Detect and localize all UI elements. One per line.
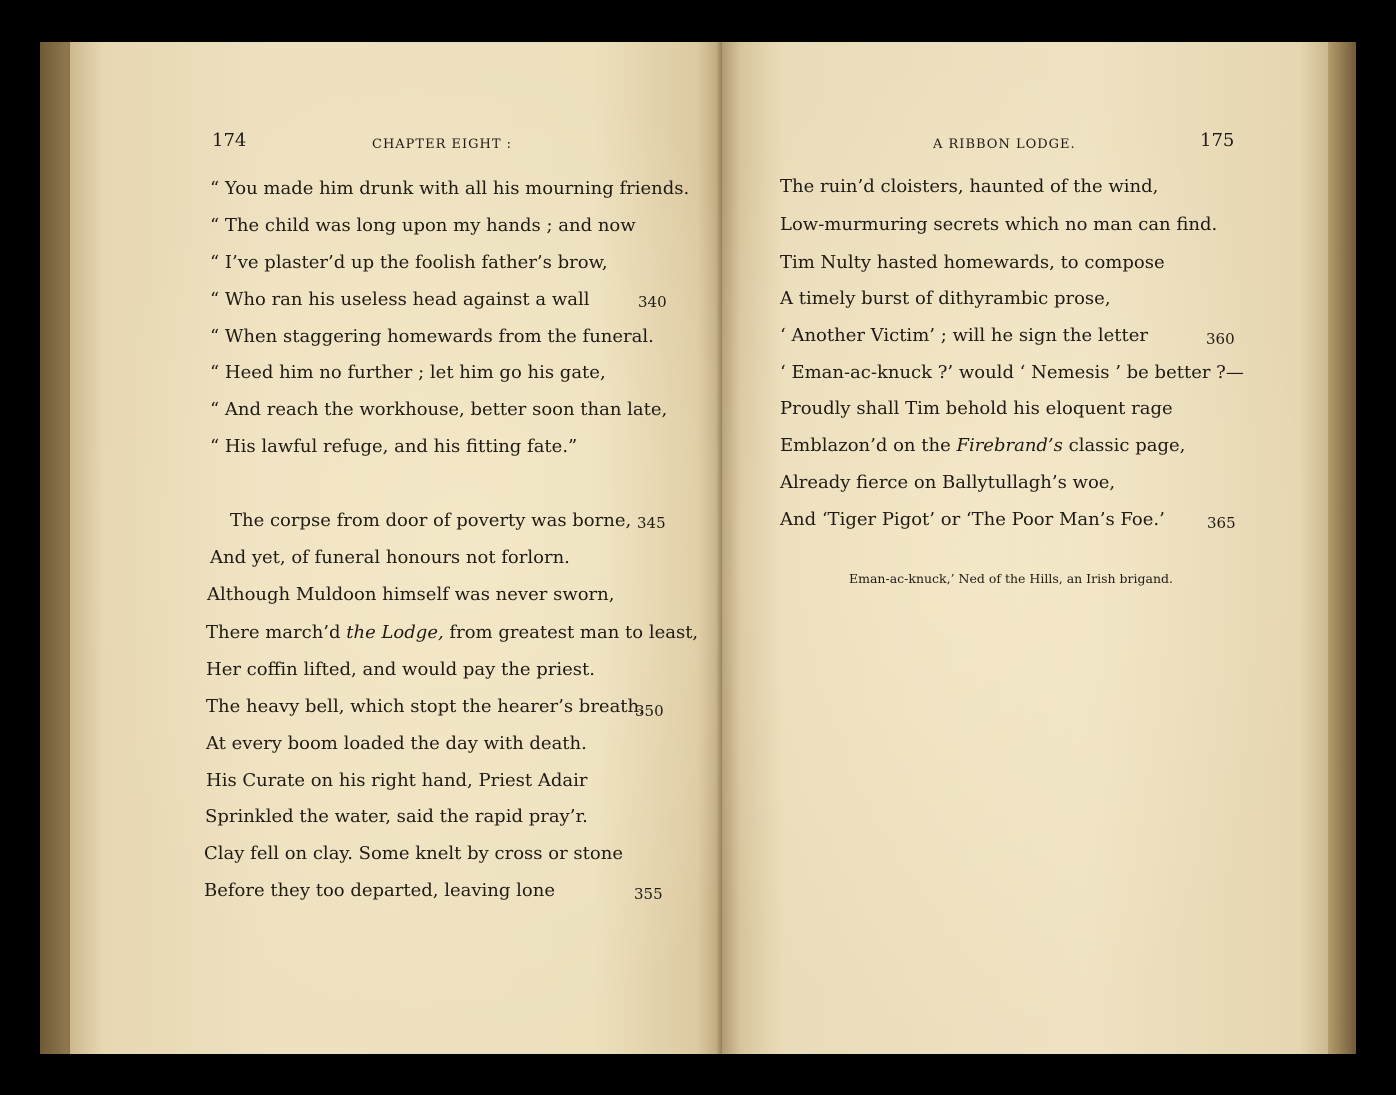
verse-line: And yet, of funeral honours not forlorn. [210, 547, 570, 568]
verse-line: Clay fell on clay. Some knelt by cross or stone [204, 843, 623, 864]
verse-line: “ You made him drunk with all his mourning friends. [210, 178, 690, 199]
line-number: 345 [637, 514, 666, 532]
verse-line: Although Muldoon himself was never sworn, [207, 584, 615, 605]
text-span: classic page, [1062, 435, 1186, 456]
verse-line: Sprinkled the water, said the rapid pray’r. [205, 806, 588, 827]
page-number: 174 [212, 130, 247, 151]
italic-text: the Lodge, [346, 622, 444, 643]
line-number: 365 [1207, 514, 1236, 532]
italic-text: Firebrand’s [956, 435, 1063, 456]
verse-line: A timely burst of dithyrambic prose, [780, 288, 1111, 309]
line-number: 360 [1206, 330, 1235, 348]
verse-line: ‘ Another Victim’ ; will he sign the letter [780, 325, 1149, 346]
line-number: 350 [635, 702, 664, 720]
verse-line: The corpse from door of poverty was borne, [230, 510, 632, 531]
book [40, 42, 1356, 1054]
page-edge [1328, 42, 1356, 1054]
verse-line: His Curate on his right hand, Priest Adair [206, 770, 588, 791]
verse-line: “ Who ran his useless head against a wall [210, 289, 590, 310]
verse-line: “ I’ve plaster’d up the foolish father’s brow, [210, 252, 608, 273]
verse-line: At every boom loaded the day with death. [206, 733, 587, 754]
text-span: There march’d [206, 622, 347, 643]
verse-line: “ When staggering homewards from the funeral. [210, 326, 654, 347]
verse-line [206, 622, 698, 643]
verse-line: Before they too departed, leaving lone [204, 880, 555, 901]
verse-line: Low-murmuring secrets which no man can find. [780, 214, 1218, 235]
verse-line: “ Heed him no further ; let him go his gate, [210, 362, 606, 383]
line-number: 355 [634, 885, 663, 903]
running-head: CHAPTER EIGHT : [372, 137, 513, 152]
verse-line: “ And reach the workhouse, better soon than late, [210, 399, 668, 420]
verse-line [780, 435, 1185, 456]
verse-line: “ The child was long upon my hands ; and now [210, 215, 636, 236]
footnote: Eman-ac-knuck,’ Ned of the Hills, an Irish brigand. [849, 571, 1173, 586]
verse-line: The heavy bell, which stopt the hearer’s breath, [206, 696, 645, 717]
verse-line: And ‘Tiger Pigot’ or ‘The Poor Man’s Foe.’ [780, 509, 1165, 530]
verse-line: Already fierce on Ballytullagh’s woe, [780, 472, 1116, 493]
page-number: 175 [1200, 130, 1235, 151]
verse-line: Her coffin lifted, and would pay the priest. [206, 659, 595, 680]
right-page [722, 42, 1330, 1054]
text-span: Emblazon’d on the [780, 435, 957, 456]
text-span: from greatest man to least, [443, 622, 699, 643]
verse-line: Proudly shall Tim behold his eloquent rage [780, 398, 1173, 419]
verse-line: ‘ Eman-ac-knuck ?’ would ‘ Nemesis ’ be better ?— [780, 362, 1244, 383]
verse-line: The ruin’d cloisters, haunted of the wind, [780, 176, 1159, 197]
running-head: A RIBBON LODGE. [933, 137, 1076, 152]
left-page [68, 42, 724, 1054]
line-number: 340 [638, 293, 667, 311]
verse-line: “ His lawful refuge, and his fitting fate.” [210, 436, 578, 457]
verse-line: Tim Nulty hasted homewards, to compose [780, 252, 1165, 273]
